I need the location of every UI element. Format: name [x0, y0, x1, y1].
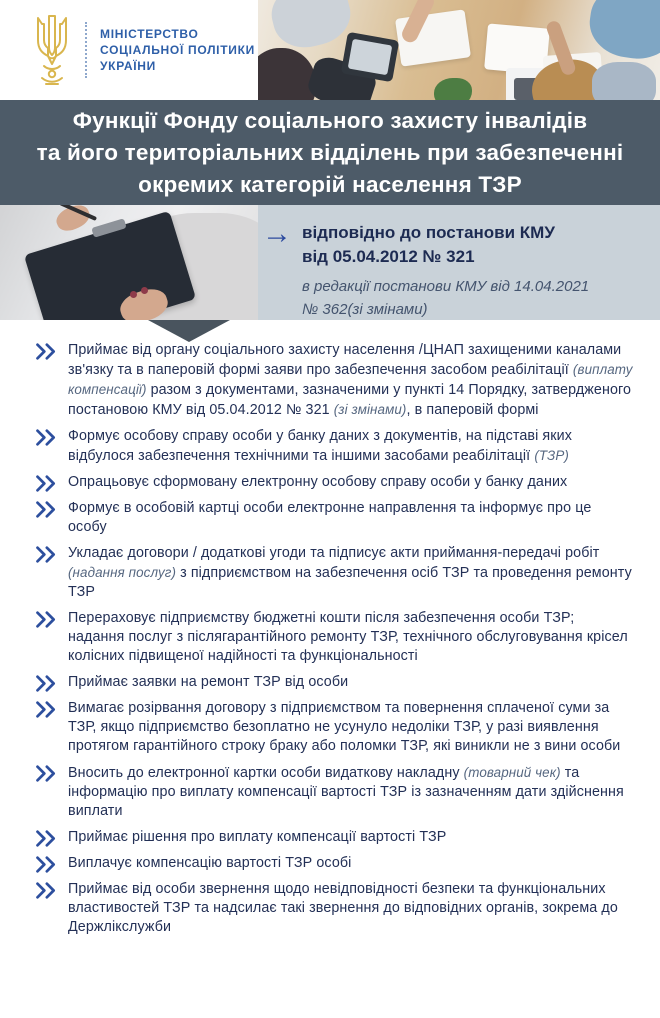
photo-shape	[484, 23, 550, 74]
function-text: Перераховує підприємству бюджетні кошти після забезпечення особи ТЗР; надання послуг з післягарантійного ремонту ТЗР, технічного обслуговування крісел колісних підвищеної надійності та функціональності	[68, 610, 628, 664]
function-item	[34, 699, 634, 756]
function-item	[34, 427, 634, 466]
double-chevron-icon	[34, 546, 58, 563]
function-item	[34, 544, 634, 602]
function-text: Вимагає розірвання договору з підприємством та повернення сплаченої суми за ТЗР, якщо підприємство безоплатно не усунуло недоліки ТЗР, у разі виявлення протягом гарантійного строку браку або поломки ТЗР, які виникли не з вини особи	[68, 700, 621, 754]
double-chevron-icon	[34, 343, 58, 360]
decree-band	[0, 205, 660, 320]
photo-shape	[258, 48, 316, 100]
function-item	[34, 673, 634, 692]
page-title-line: Функції Фонду соціального захисту інвалідів	[72, 107, 588, 133]
function-item	[34, 473, 634, 492]
function-text: Вносить до електронної картки особи видаткову накладну (товарний чек) та інформацію про виплату компенсації вартості ТЗР із зазначенням дати здійснення виплати	[68, 765, 624, 819]
ministry-name	[100, 26, 255, 74]
page-title-line: окремих категорій населення ТЗР	[138, 171, 522, 197]
function-text: Опрацьовує сформовану електронну особову справу особи у банку даних	[68, 474, 568, 490]
function-text: Приймає рішення про виплату компенсації вартості ТЗР	[68, 829, 447, 845]
decree-text	[258, 205, 660, 320]
decree-line-bold: від 05.04.2012 № 321	[302, 247, 475, 266]
double-chevron-icon	[34, 765, 58, 782]
function-text: Приймає від особи звернення щодо невідповідності безпеки та функціональних властивостей ТЗР та надсилає такі звернення до відповідних органів, зокрема до Держлікслужби	[68, 881, 618, 935]
function-text: Формує в особовій картці особи електронне направлення та інформує про це особу	[68, 500, 592, 535]
double-chevron-icon	[34, 501, 58, 518]
decree-line-italic: в редакції постанови КМУ від 14.04.2021	[302, 278, 590, 295]
double-chevron-icon	[34, 882, 58, 899]
double-chevron-icon	[34, 611, 58, 628]
double-chevron-icon	[34, 475, 58, 492]
function-item	[34, 609, 634, 666]
header	[0, 0, 660, 100]
function-text: Формує особову справу особи у банку даних з документів, на підставі яких відбулося забезпечення технічними та іншими засобами реабілітації (ТЗР)	[68, 428, 572, 464]
ministry-name-line: МІНІСТЕРСТВО	[100, 27, 199, 41]
page-title	[0, 100, 660, 205]
functions-list	[0, 320, 660, 937]
function-item	[34, 341, 634, 420]
function-item	[34, 828, 634, 847]
double-chevron-icon	[34, 856, 58, 873]
ministry-name-line: УКРАЇНИ	[100, 59, 156, 73]
double-chevron-icon	[34, 830, 58, 847]
function-item	[34, 880, 634, 937]
function-item	[34, 763, 634, 821]
photo-shape	[130, 291, 137, 298]
pointer-notch	[148, 320, 230, 342]
page-title-line: та його територіальних відділень при забезпеченні	[36, 139, 624, 165]
double-chevron-icon	[34, 675, 58, 692]
function-text: Виплачує компенсацію вартості ТЗР особі	[68, 855, 352, 871]
double-chevron-icon	[34, 701, 58, 718]
decree-line-bold: відповідно до постанови КМУ	[302, 223, 555, 242]
photo-shape	[141, 287, 148, 294]
function-text: Укладає договори / додаткові угоди та підписує акти приймання-передачі робіт (надання послуг) з підприємством на забезпечення осіб ТЗР та проведення ремонту ТЗР	[68, 545, 632, 600]
ministry-name-line: СОЦІАЛЬНОЇ ПОЛІТИКИ	[100, 43, 255, 57]
clipboard-photo	[0, 205, 258, 320]
function-text: Приймає від органу соціального захисту населення /ЦНАП захищеними каналами зв'язку та в паперовій формі заяви про забезпечення засобом реабілітації (виплату компенсації) разом з документами, зазначеними у пункті 14 Порядку, затвердженого постановою КМУ від 05.04.2012 № 321 (зі змінами), в паперовій формі	[68, 342, 633, 418]
function-text: Приймає заявки на ремонт ТЗР від особи	[68, 674, 349, 690]
decree-line-italic: № 362(зі змінами)	[302, 301, 428, 318]
function-item	[34, 499, 634, 537]
logo-divider	[85, 22, 87, 78]
function-item	[34, 854, 634, 873]
double-chevron-icon	[34, 429, 58, 446]
photo-shape	[592, 62, 656, 100]
trident-icon	[30, 12, 74, 88]
photo-shape	[434, 78, 472, 100]
photo-shape	[265, 0, 356, 54]
team-photo	[258, 0, 660, 100]
ministry-logo	[0, 0, 258, 100]
right-arrow-icon: →	[262, 217, 292, 250]
